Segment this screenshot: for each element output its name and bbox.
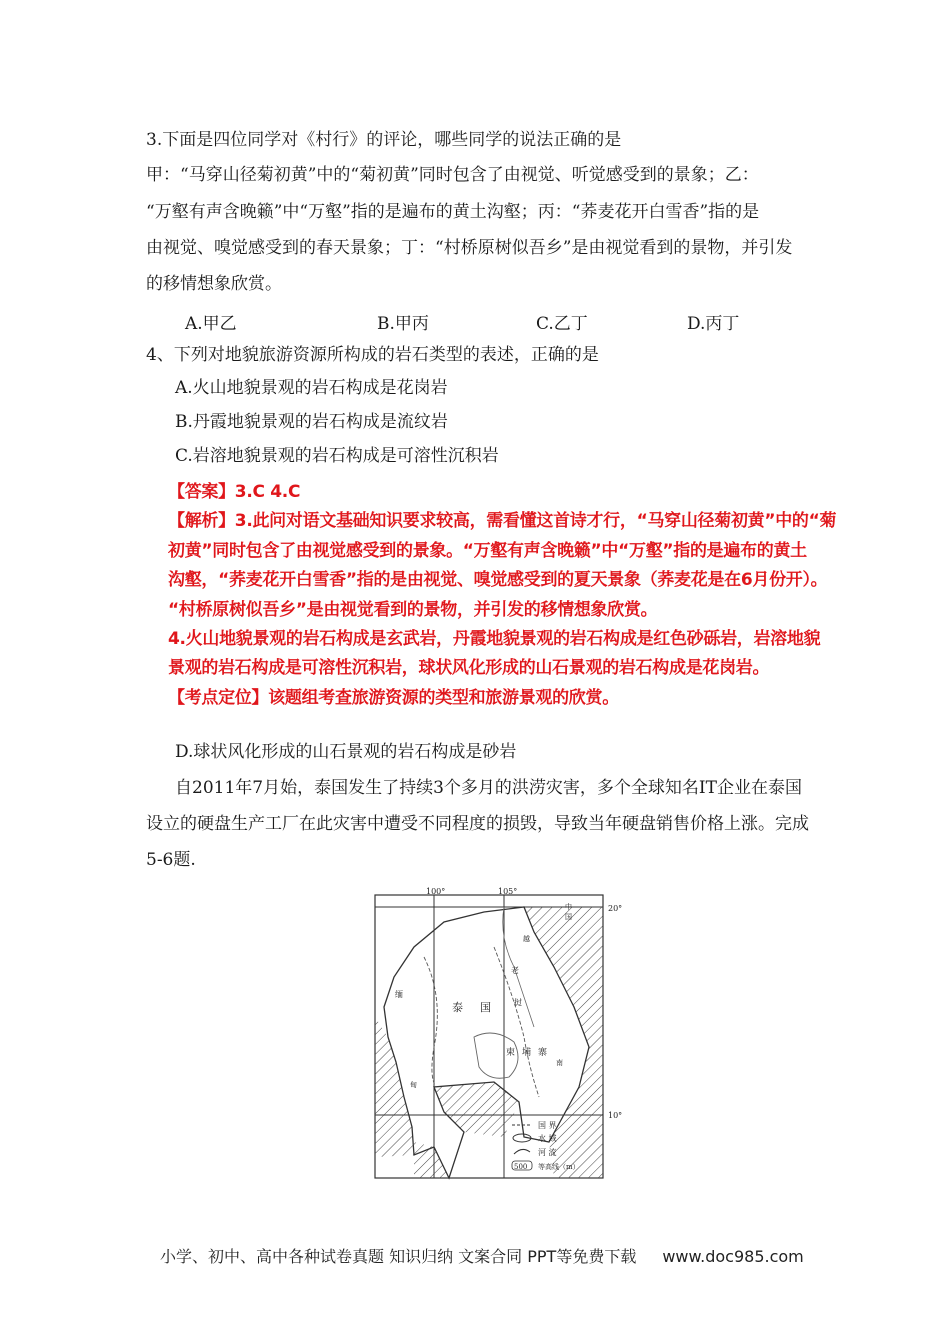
passage-line-2: 设立的硬盘生产工厂在此灾害中遭受不同程度的损毁，导致当年硬盘销售价格上涨。完成 [146,814,809,834]
q3-option-a: A.甲乙 [185,314,237,334]
q4-option-b: B.丹霞地貌景观的岩石构成是流纹岩 [175,412,448,432]
q4-stem: 4、下列对地貌旅游资源所构成的岩石类型的表述，正确的是 [146,345,599,365]
legend-river: 河 流 [538,1148,557,1157]
label-nan: 南 [556,1059,563,1067]
label-zhong: 中 [565,903,572,911]
q3-option-c: C.乙丁 [536,314,588,334]
label-pu: 埔 [522,1048,532,1058]
label-wo: 挝 [514,998,522,1007]
q3-line-2: “万壑有声含晚籁”中“万壑”指的是遍布的黄土沟壑；丙：“荞麦花开白雪香”指的是 [146,202,760,222]
legend-contour-value: 500 [514,1163,528,1171]
footer-text: 小学、初中、高中各种试卷真题 知识归纳 文案合同 PPT等免费下载 [160,1247,637,1266]
q4-option-a: A.火山地貌景观的岩石构成是花岗岩 [175,378,448,398]
q3-option-d: D.丙丁 [687,314,740,334]
label-jian: 柬 [506,1048,516,1058]
label-yue: 越 [523,935,530,943]
label-tai: 泰 [452,1001,463,1014]
label-dian: 甸 [410,1081,417,1089]
answer-line-1: 【答案】3.C 4.C [168,482,301,502]
label-mian: 缅 [395,990,403,999]
lat-label-10: 10° [608,1111,623,1120]
label-zhai: 寨 [538,1048,548,1058]
answer-line-6: 4.火山地貌景观的岩石构成是玄武岩，丹霞地貌景观的岩石构成是红色砂砾岩，岩溶地貌 [168,629,821,649]
legend-contour: 等高线（m） [538,1163,580,1171]
label-guo2: 国 [565,913,572,921]
q3-option-b: B.甲丙 [377,314,429,334]
answer-line-2: 【解析】3.此问对语文基础知识要求较高，需看懂这首诗才行，“马穿山径菊初黄”中的“菊 [168,511,837,531]
answer-line-4: 沟壑，“荞麦花开白雪香”指的是由视觉、嗅觉感受到的夏天景象（荞麦花是在6月份开）。 [168,570,828,590]
q4-option-c: C.岩溶地貌景观的岩石构成是可溶性沉积岩 [175,446,499,466]
lat-label-20: 20° [608,904,623,913]
passage-line-3: 5-6题. [146,850,196,870]
q3-line-3: 由视觉、嗅觉感受到的春天景象；丁：“村桥原树似吾乡”是由视觉看到的景物，并引发 [146,238,793,258]
q3-stem: 3.下面是四位同学对《村行》的评论，哪些同学的说法正确的是 [146,130,622,150]
lon-label-105: 105° [498,887,518,896]
thailand-map [374,887,623,1179]
answer-line-7: 景观的岩石构成是可溶性沉积岩，球状风化形成的山石景观的岩石构成是花岗岩。 [168,658,770,678]
q3-line-4: 的移情想象欣赏。 [146,274,282,294]
q4-option-d: D.球状风化形成的山石景观的岩石构成是砂岩 [175,742,517,762]
answer-line-8: 【考点定位】该题组考查旅游资源的类型和旅游景观的欣赏。 [168,688,619,708]
answer-line-3: 初黄”同时包含了由视觉感受到的景象。“万壑有声含晚籁”中“万壑”指的是遍布的黄土 [168,541,807,561]
page-footer [160,1244,804,1267]
q3-line-1: 甲：“马穿山径菊初黄”中的“菊初黄”同时包含了由视觉、听觉感受到的景象；乙： [146,165,759,185]
answer-line-5: “村桥原树似吾乡”是由视觉看到的景物，并引发的移情想象欣赏。 [168,600,658,620]
lon-label-100: 100° [426,887,446,896]
passage-line-1: 自2011年7月始，泰国发生了持续3个多月的洪涝灾害，多个全球知名IT企业在泰国 [175,778,802,798]
legend-water: 水 域 [538,1134,557,1143]
footer-url[interactable]: www.doc985.com [662,1247,804,1266]
legend-border: 国 界 [538,1121,557,1130]
label-guo: 国 [480,1001,491,1014]
label-lao: 老 [511,966,519,975]
